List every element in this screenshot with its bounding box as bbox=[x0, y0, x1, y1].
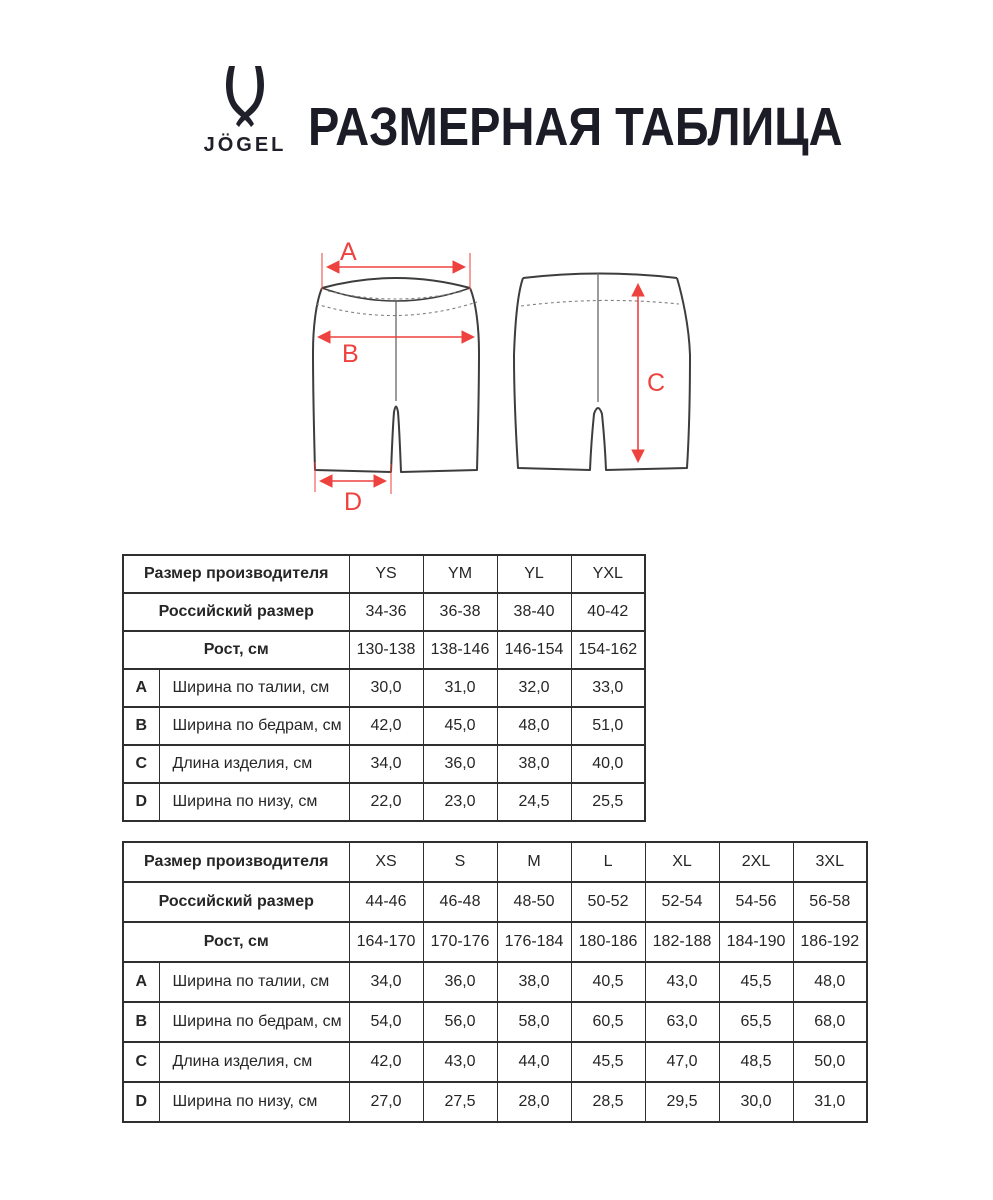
value-cell: 22,0 bbox=[349, 783, 423, 821]
value-cell: 33,0 bbox=[571, 669, 645, 707]
value-cell: 31,0 bbox=[793, 1082, 867, 1122]
dimension-letter: C bbox=[123, 745, 159, 783]
measure-row bbox=[123, 669, 645, 707]
size-cell: 44-46 bbox=[349, 882, 423, 922]
value-cell: 28,5 bbox=[571, 1082, 645, 1122]
jogel-ribbon-icon bbox=[220, 66, 270, 128]
value-cell: 43,0 bbox=[423, 1042, 497, 1082]
value-cell: 27,0 bbox=[349, 1082, 423, 1122]
size-cell: YM bbox=[423, 555, 497, 593]
size-cell: 34-36 bbox=[349, 593, 423, 631]
header-row bbox=[123, 631, 645, 669]
size-cell: XL bbox=[645, 842, 719, 882]
dimension-letter: A bbox=[123, 669, 159, 707]
value-cell: 58,0 bbox=[497, 1002, 571, 1042]
size-cell: 180-186 bbox=[571, 922, 645, 962]
measure-label: Ширина по талии, см bbox=[159, 962, 349, 1002]
size-cell: 52-54 bbox=[645, 882, 719, 922]
size-cell: 48-50 bbox=[497, 882, 571, 922]
value-cell: 28,0 bbox=[497, 1082, 571, 1122]
size-cell: 170-176 bbox=[423, 922, 497, 962]
size-cell: 40-42 bbox=[571, 593, 645, 631]
dimension-letter: B bbox=[123, 707, 159, 745]
measure-label: Длина изделия, см bbox=[159, 1042, 349, 1082]
measure-label: Ширина по низу, см bbox=[159, 783, 349, 821]
value-cell: 68,0 bbox=[793, 1002, 867, 1042]
size-cell: YXL bbox=[571, 555, 645, 593]
row-label: Размер производителя bbox=[123, 842, 349, 882]
adult-size-table bbox=[122, 841, 868, 1123]
size-cell: 154-162 bbox=[571, 631, 645, 669]
value-cell: 45,0 bbox=[423, 707, 497, 745]
dim-label-b: B bbox=[342, 340, 359, 368]
value-cell: 43,0 bbox=[645, 962, 719, 1002]
value-cell: 36,0 bbox=[423, 962, 497, 1002]
value-cell: 48,0 bbox=[497, 707, 571, 745]
measure-row bbox=[123, 1042, 867, 1082]
header-row bbox=[123, 842, 867, 882]
value-cell: 23,0 bbox=[423, 783, 497, 821]
dim-label-a: A bbox=[340, 240, 357, 266]
header-row bbox=[123, 882, 867, 922]
size-cell: YL bbox=[497, 555, 571, 593]
size-cell: 50-52 bbox=[571, 882, 645, 922]
size-cell: 46-48 bbox=[423, 882, 497, 922]
dim-label-d: D bbox=[344, 488, 363, 516]
size-cell: S bbox=[423, 842, 497, 882]
measure-row bbox=[123, 1082, 867, 1122]
header-row bbox=[123, 555, 645, 593]
size-cell: YS bbox=[349, 555, 423, 593]
size-cell: 164-170 bbox=[349, 922, 423, 962]
value-cell: 30,0 bbox=[719, 1082, 793, 1122]
value-cell: 30,0 bbox=[349, 669, 423, 707]
value-cell: 31,0 bbox=[423, 669, 497, 707]
value-cell: 42,0 bbox=[349, 707, 423, 745]
measure-label: Ширина по бедрам, см bbox=[159, 707, 349, 745]
value-cell: 32,0 bbox=[497, 669, 571, 707]
value-cell: 38,0 bbox=[497, 745, 571, 783]
value-cell: 42,0 bbox=[349, 1042, 423, 1082]
value-cell: 45,5 bbox=[571, 1042, 645, 1082]
size-cell: 2XL bbox=[719, 842, 793, 882]
size-cell: 130-138 bbox=[349, 631, 423, 669]
value-cell: 40,0 bbox=[571, 745, 645, 783]
value-cell: 36,0 bbox=[423, 745, 497, 783]
measure-label: Длина изделия, см bbox=[159, 745, 349, 783]
size-cell: 54-56 bbox=[719, 882, 793, 922]
value-cell: 27,5 bbox=[423, 1082, 497, 1122]
measure-row bbox=[123, 1002, 867, 1042]
page-title: РАЗМЕРНАЯ ТАБЛИЦА bbox=[308, 95, 843, 157]
header-row bbox=[123, 593, 645, 631]
value-cell: 44,0 bbox=[497, 1042, 571, 1082]
measure-row bbox=[123, 745, 645, 783]
value-cell: 40,5 bbox=[571, 962, 645, 1002]
size-cell: 182-188 bbox=[645, 922, 719, 962]
row-label: Рост, см bbox=[123, 631, 349, 669]
measure-label: Ширина по низу, см bbox=[159, 1082, 349, 1122]
value-cell: 60,5 bbox=[571, 1002, 645, 1042]
shorts-front-view bbox=[313, 278, 479, 472]
size-cell: 3XL bbox=[793, 842, 867, 882]
value-cell: 48,5 bbox=[719, 1042, 793, 1082]
brand-logo bbox=[200, 66, 290, 157]
value-cell: 24,5 bbox=[497, 783, 571, 821]
measure-label: Ширина по талии, см bbox=[159, 669, 349, 707]
value-cell: 45,5 bbox=[719, 962, 793, 1002]
size-cell: 56-58 bbox=[793, 882, 867, 922]
value-cell: 50,0 bbox=[793, 1042, 867, 1082]
row-label: Российский размер bbox=[123, 593, 349, 631]
value-cell: 63,0 bbox=[645, 1002, 719, 1042]
size-cell: 38-40 bbox=[497, 593, 571, 631]
value-cell: 47,0 bbox=[645, 1042, 719, 1082]
value-cell: 25,5 bbox=[571, 783, 645, 821]
size-cell: 36-38 bbox=[423, 593, 497, 631]
size-cell: XS bbox=[349, 842, 423, 882]
value-cell: 56,0 bbox=[423, 1002, 497, 1042]
value-cell: 34,0 bbox=[349, 962, 423, 1002]
row-label: Размер производителя bbox=[123, 555, 349, 593]
row-label: Российский размер bbox=[123, 882, 349, 922]
value-cell: 34,0 bbox=[349, 745, 423, 783]
youth-size-table bbox=[122, 554, 646, 822]
shorts-measurement-diagram bbox=[290, 240, 710, 520]
dimension-letter: B bbox=[123, 1002, 159, 1042]
dimension-letter: A bbox=[123, 962, 159, 1002]
measure-row bbox=[123, 962, 867, 1002]
measure-row bbox=[123, 707, 645, 745]
value-cell: 51,0 bbox=[571, 707, 645, 745]
row-label: Рост, см bbox=[123, 922, 349, 962]
dimension-letter: C bbox=[123, 1042, 159, 1082]
value-cell: 29,5 bbox=[645, 1082, 719, 1122]
value-cell: 38,0 bbox=[497, 962, 571, 1002]
brand-name: JÖGEL bbox=[203, 134, 287, 156]
dim-label-c: C bbox=[647, 369, 666, 397]
header-row bbox=[123, 922, 867, 962]
size-cell: 186-192 bbox=[793, 922, 867, 962]
measure-label: Ширина по бедрам, см bbox=[159, 1002, 349, 1042]
size-cell: 184-190 bbox=[719, 922, 793, 962]
size-cell: 138-146 bbox=[423, 631, 497, 669]
value-cell: 65,5 bbox=[719, 1002, 793, 1042]
size-cell: L bbox=[571, 842, 645, 882]
size-cell: M bbox=[497, 842, 571, 882]
measure-row bbox=[123, 783, 645, 821]
dimension-letter: D bbox=[123, 783, 159, 821]
size-cell: 146-154 bbox=[497, 631, 571, 669]
value-cell: 54,0 bbox=[349, 1002, 423, 1042]
value-cell: 48,0 bbox=[793, 962, 867, 1002]
size-cell: 176-184 bbox=[497, 922, 571, 962]
dimension-letter: D bbox=[123, 1082, 159, 1122]
